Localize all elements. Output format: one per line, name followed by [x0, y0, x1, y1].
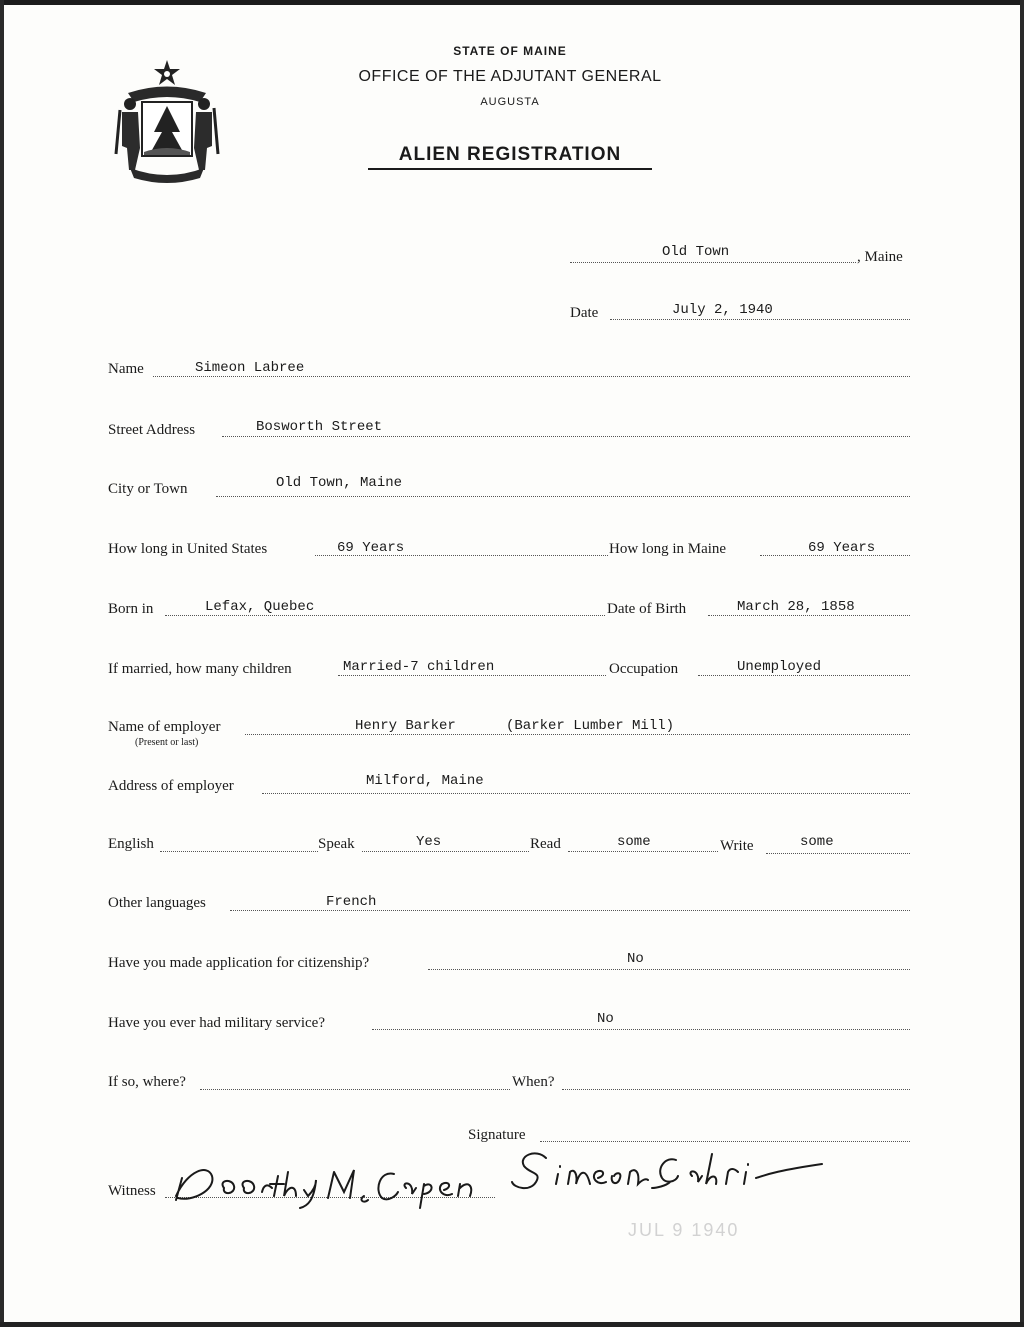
read-value: some	[617, 834, 651, 850]
place-suffix: , Maine	[857, 249, 903, 265]
registrant-signature	[506, 1138, 836, 1198]
city-label: City or Town	[108, 481, 188, 497]
military-value: No	[597, 1011, 614, 1027]
employer-value-2: (Barker Lumber Mill)	[506, 718, 675, 734]
employer-sublabel: (Present or last)	[135, 737, 199, 748]
other-languages-line	[230, 910, 910, 911]
employer-value: Henry Barker	[355, 718, 456, 734]
employer-address-line	[262, 793, 910, 794]
employer-address-value: Milford, Maine	[366, 773, 484, 789]
title-underline	[368, 168, 652, 170]
speak-label: Speak	[318, 836, 355, 852]
read-line	[568, 851, 718, 852]
dob-label: Date of Birth	[607, 601, 687, 617]
header-office: OFFICE OF THE ADJUTANT GENERAL	[358, 68, 662, 85]
english-label: English	[108, 836, 154, 852]
where-label: If so, where?	[108, 1074, 186, 1090]
place-line	[570, 262, 856, 263]
children-value: Married-7 children	[343, 659, 495, 675]
other-languages-label: Other languages	[108, 895, 206, 911]
witness-label: Witness	[108, 1183, 156, 1199]
occupation-label: Occupation	[609, 661, 679, 677]
street-line	[222, 436, 910, 437]
header-state: STATE OF MAINE	[453, 44, 567, 58]
name-line	[153, 376, 910, 377]
occupation-line	[698, 675, 910, 676]
children-line	[338, 675, 606, 676]
date-line	[610, 319, 910, 320]
header-city: AUGUSTA	[480, 96, 540, 108]
speak-value: Yes	[416, 834, 442, 850]
english-line	[160, 851, 318, 852]
other-languages-value: French	[326, 894, 377, 910]
dob-line	[708, 615, 910, 616]
scan-edge-right	[1020, 0, 1024, 1327]
citizenship-label: Have you made application for citizenship?	[108, 955, 370, 971]
employer-label: Name of employer	[108, 719, 221, 735]
read-label: Read	[530, 836, 561, 852]
speak-line	[362, 851, 529, 852]
maine-time-label: How long in Maine	[609, 541, 727, 557]
city-line	[216, 496, 910, 497]
street-label: Street Address	[108, 422, 196, 438]
signature-label: Signature	[468, 1127, 526, 1143]
when-label: When?	[512, 1074, 555, 1090]
us-time-label: How long in United States	[108, 541, 268, 557]
military-label: Have you ever had military service?	[108, 1015, 325, 1031]
name-value: Simeon Labree	[195, 360, 305, 376]
where-line	[200, 1089, 510, 1090]
citizenship-line	[428, 969, 910, 970]
born-label: Born in	[108, 601, 154, 617]
military-line	[372, 1029, 910, 1030]
employer-address-label: Address of employer	[108, 778, 234, 794]
born-line	[165, 615, 605, 616]
name-label: Name	[108, 361, 144, 377]
date-label: Date	[570, 305, 599, 321]
scan-edge-top	[0, 0, 1024, 5]
maine-state-seal-icon	[108, 58, 226, 184]
when-line	[562, 1089, 910, 1090]
write-line	[766, 853, 910, 854]
write-value: some	[800, 834, 834, 850]
scan-edge-left	[0, 0, 4, 1327]
citizenship-value: No	[627, 951, 644, 967]
scan-edge-bottom	[0, 1322, 1024, 1327]
witness-signature	[168, 1150, 488, 1210]
employer-line	[245, 734, 910, 735]
children-label: If married, how many children	[108, 661, 292, 677]
page-title: ALIEN REGISTRATION	[398, 144, 622, 165]
maine-time-value: 69 Years	[808, 540, 876, 556]
city-value: Old Town, Maine	[276, 475, 403, 491]
place-value: Old Town	[662, 244, 730, 260]
dob-value: March 28, 1858	[737, 599, 855, 615]
received-stamp: JUL 9 1940	[628, 1220, 740, 1240]
born-value: Lefax, Quebec	[205, 599, 315, 615]
occupation-value: Unemployed	[737, 659, 822, 675]
date-value: July 2, 1940	[672, 302, 773, 318]
us-time-value: 69 Years	[337, 540, 405, 556]
write-label: Write	[720, 838, 754, 854]
street-value: Bosworth Street	[256, 419, 383, 435]
